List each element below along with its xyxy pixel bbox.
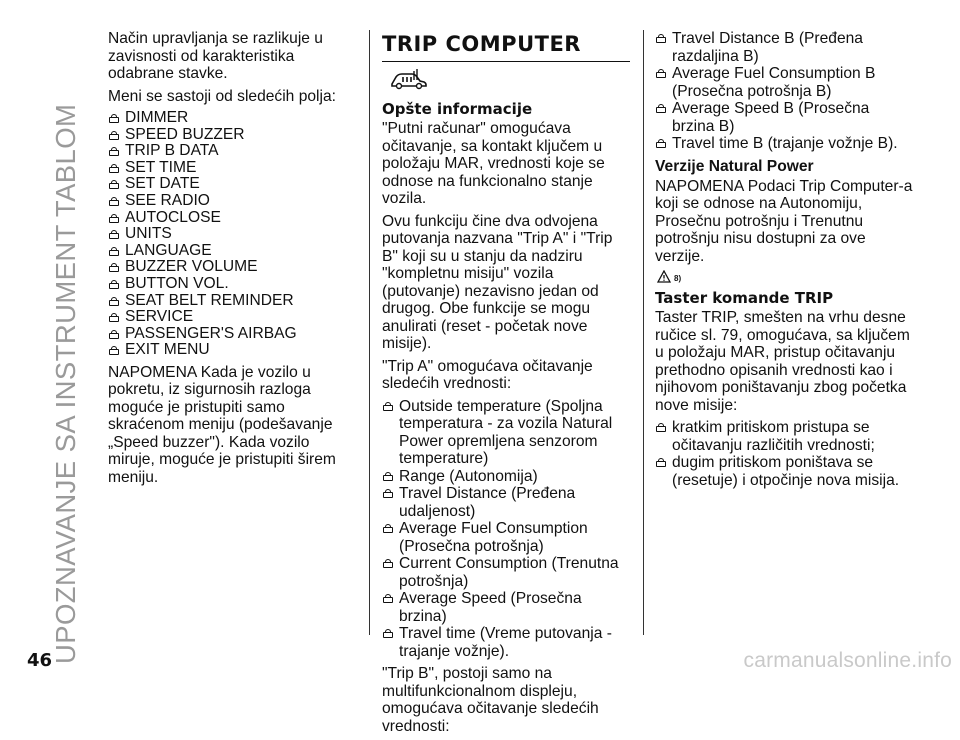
bullet-icon <box>383 472 395 482</box>
bullet-icon <box>656 104 668 114</box>
paragraph: "Trip A" omogućava očitavanje sledećih vrednosti: <box>382 357 593 392</box>
list-item: AUTOCLOSE <box>108 210 353 227</box>
paragraph: "Putni računar" omogućava očitavanje, sa kontakt ključem u položaju MAR, vrednosti koje se odnose na funkcionalno stanje vozila. <box>382 120 605 207</box>
bullet-icon <box>383 524 395 534</box>
bullet-icon <box>109 164 121 174</box>
bullet-icon <box>656 423 668 433</box>
bullet-icon <box>109 297 121 307</box>
bullet-icon <box>109 346 121 356</box>
page-number: 46 <box>27 650 53 671</box>
column-1 <box>108 30 353 491</box>
trip-a-list <box>382 398 630 661</box>
list-item: Average Speed B (Prosečna brzina B) <box>655 100 915 135</box>
bullet-icon <box>109 197 121 207</box>
warning-triangle-icon <box>657 270 671 283</box>
column-divider <box>369 30 370 635</box>
list-item: Travel Distance (Pređena udaljenost) <box>382 485 630 520</box>
bullet-icon <box>383 402 395 412</box>
paragraph: Ovu funkciju čine dva odvojena putovanja nazvana "Trip A" i "Trip B" koji su u stanju da nadziru "kompletnu misiju" vozila (putovanje) nezavisno jedan od drugog. Obe funkcije se mogu anulirati (reset - početak nove misije). <box>382 212 613 352</box>
trip-button-heading: Taster komande TRIP <box>655 289 834 307</box>
bullet-icon <box>656 34 668 44</box>
list-item: Range (Autonomija) <box>382 468 630 486</box>
paragraph: "Trip B", postoji samo na multifunkcionalnom displeju, omogućava očitavanje sledećih vrednosti: <box>382 665 599 735</box>
watermark: carmanualsonline.info <box>743 649 952 672</box>
bullet-icon <box>383 629 395 639</box>
list-item: PASSENGER'S AIRBAG <box>108 326 353 343</box>
list-item: Current Consumption (Trenutna potrošnja) <box>382 555 630 590</box>
warning-ref-number: 8) <box>674 274 682 283</box>
bullet-icon <box>109 263 121 273</box>
list-item: LANGUAGE <box>108 243 353 260</box>
bullet-icon <box>109 313 121 323</box>
list-item: SPEED BUZZER <box>108 127 353 144</box>
bullet-icon <box>109 114 121 124</box>
general-info-heading: Opšte informacije <box>382 100 533 118</box>
list-item: Average Fuel Consumption B (Prosečna potrošnja B) <box>655 65 915 100</box>
list-item: Travel time (Vreme putovanja - trajanje vožnje). <box>382 625 630 660</box>
intro-paragraph: Način upravljanja se razlikuje u zavisnosti od karakteristika odabrane stavke. <box>108 30 323 82</box>
bullet-icon <box>109 147 121 157</box>
bullet-icon <box>383 559 395 569</box>
bullet-icon <box>383 594 395 604</box>
column-3 <box>655 30 915 494</box>
list-item: Average Fuel Consumption (Prosečna potrošnja) <box>382 520 630 555</box>
section-title: TRIP COMPUTER <box>382 32 630 62</box>
bullet-icon <box>109 280 121 290</box>
trip-b-list <box>655 30 915 153</box>
bullet-icon <box>656 69 668 79</box>
natural-power-note: NAPOMENA Podaci Trip Computer-a koji se odnose na Autonomiju, Prosečnu potrošnju i Trenutnu potrošnju nisu dostupni za ove verzije. <box>655 177 913 265</box>
trip-button-list <box>655 419 915 489</box>
bullet-icon <box>656 139 668 149</box>
bullet-icon <box>109 330 121 340</box>
bullet-icon <box>109 247 121 257</box>
list-item: Travel Distance B (Pređena razdaljina B) <box>655 30 915 65</box>
list-item: Travel time B (trajanje vožnje B). <box>655 135 915 153</box>
list-item: BUTTON VOL. <box>108 276 353 293</box>
list-item: SET DATE <box>108 176 353 193</box>
menu-intro-paragraph: Meni se sastoji od sledećih polja: <box>108 87 336 105</box>
column-2 <box>382 30 630 740</box>
list-item: Average Speed (Prosečna brzina) <box>382 590 630 625</box>
menu-items-list <box>108 110 353 359</box>
column-divider <box>643 30 644 635</box>
list-item: dugim pritiskom poništava se (resetuje) i otpočinje nova misija. <box>655 454 915 489</box>
list-item: BUZZER VOLUME <box>108 259 353 276</box>
list-item: SEE RADIO <box>108 193 353 210</box>
warning-reference <box>657 270 915 283</box>
bullet-icon <box>109 214 121 224</box>
list-item: TRIP B DATA <box>108 143 353 160</box>
list-item: kratkim pritiskom pristupa se očitavanju različitih vrednosti; <box>655 419 915 454</box>
bullet-icon <box>109 230 121 240</box>
list-item: SEAT BELT REMINDER <box>108 293 353 310</box>
bullet-icon <box>109 131 121 141</box>
moving-vehicle-note: NAPOMENA Kada je vozilo u pokretu, iz sigurnosih razloga moguće je pristupiti samo skraćenom meniju (podešavanje „Speed buzzer"). Kada vozilo miruje, moguće je pristupiti širem meniju. <box>108 363 336 486</box>
list-item: EXIT MENU <box>108 342 353 359</box>
list-item: UNITS <box>108 226 353 243</box>
chapter-side-title: UPOZNAVANJE SA INSTRUMENT TABLOM <box>50 103 81 664</box>
bullet-icon <box>109 180 121 190</box>
list-item: SET TIME <box>108 160 353 177</box>
natural-power-heading: Verzije Natural Power <box>655 157 814 175</box>
paragraph: Taster TRIP, smešten na vrhu desne ručice sl. 79, omogućava, sa ključem u položaju MAR, pristup očitavanju prethodno opisanih vrednosti kao i njihovom poništavanju zbog početka nove misije: <box>655 309 910 414</box>
bullet-icon <box>383 489 395 499</box>
bullet-icon <box>656 458 668 468</box>
list-item: SERVICE <box>108 309 353 326</box>
vehicle-version-icon <box>390 68 430 90</box>
list-item: DIMMER <box>108 110 353 127</box>
list-item: Outside temperature (Spoljna temperatura - za vozila Natural Power opremljena senzorom temperature) <box>382 398 630 468</box>
